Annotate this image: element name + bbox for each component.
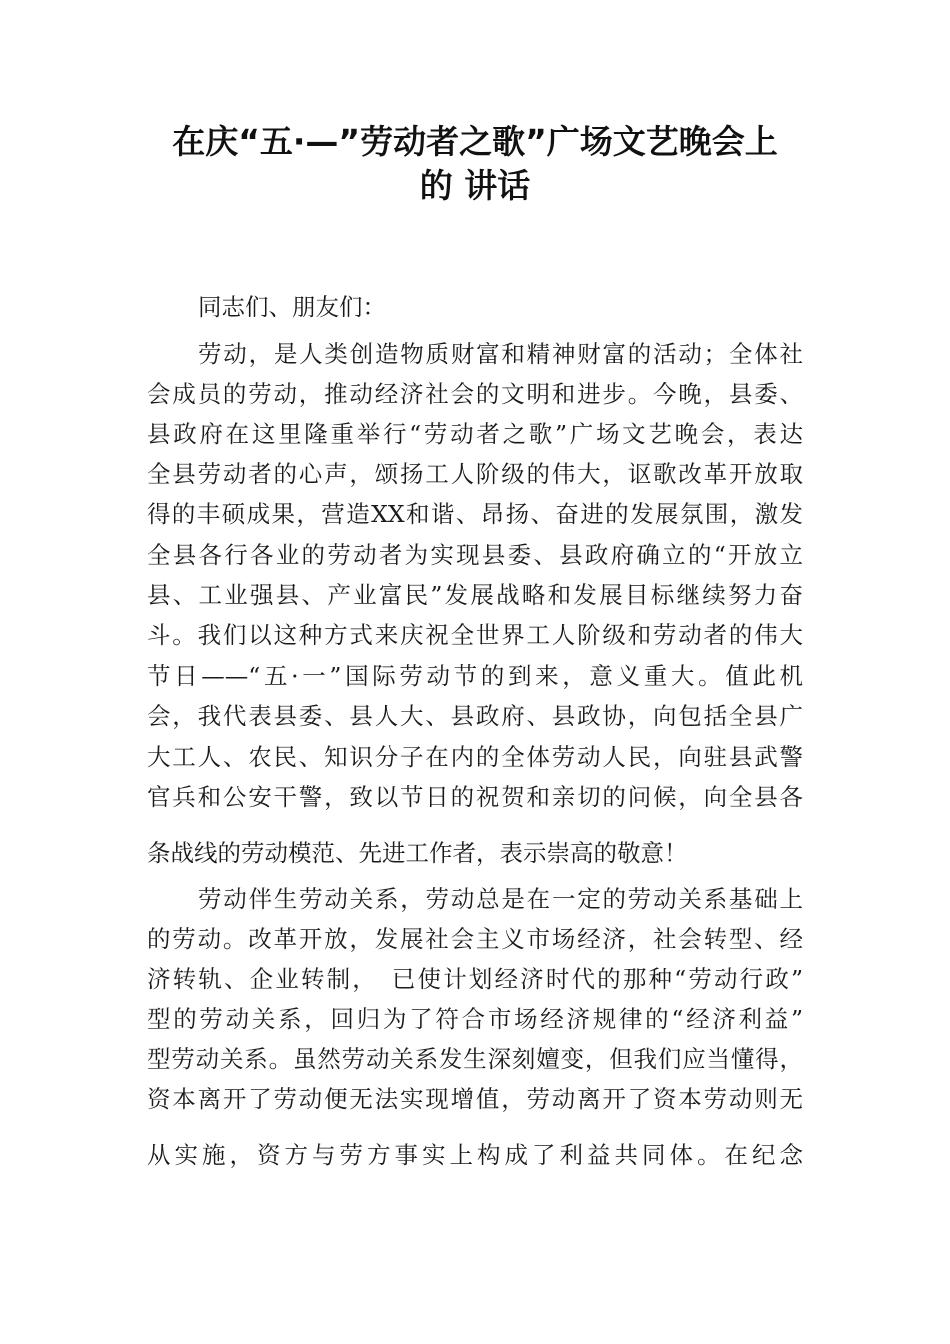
document-title-line-1: 在庆“五·—”劳动者之歌”广场文艺晚会上	[172, 122, 778, 161]
paragraph-line: 会，我代表县委、县人大、县政府、县政协，向包括全县广	[147, 702, 803, 730]
paragraph-line: 型劳动关系。虽然劳动关系发生深刻嬗变，但我们应当懂得，	[147, 1045, 803, 1073]
paragraph-line: 型的劳动关系，回归为了符合市场经济规律的“经济利益”	[147, 1005, 803, 1033]
paragraph-line: 县政府在这里隆重举行“劳动者之歌”广场文艺晚会，表达	[147, 420, 803, 448]
paragraph-line: 斗。我们以这种方式来庆祝全世界工人阶级和劳动者的伟大	[147, 621, 803, 649]
paragraph-line: 劳动，是人类创造物质财富和精神财富的活动；全体社	[198, 340, 803, 368]
paragraph-line: 节日——“五·一”国际劳动节的到来，意义重大。值此机	[147, 662, 803, 690]
paragraph-line: 县、工业强县、产业富民”发展战略和发展目标继续努力奋	[147, 581, 803, 609]
paragraph-line: 得的丰硕成果，营造XX和谐、昂扬、奋进的发展氛围，激发	[147, 500, 803, 528]
document-title-line-2: 的 讲话	[419, 166, 531, 205]
paragraph-line: 全县各行各业的劳动者为实现县委、县政府确立的“开放立	[147, 541, 803, 569]
paragraph-line: 的劳动。改革开放，发展社会主义市场经济，社会转型、经	[147, 925, 803, 953]
paragraph-line: 条战线的劳动模范、先进工作者，表示崇高的敬意！	[147, 839, 688, 867]
paragraph-line: 官兵和公安干警，致以节日的祝贺和亲切的问候，向全县各	[147, 783, 803, 811]
paragraph-line: 从实施，资方与劳方事实上构成了利益共同体。在纪念	[147, 1141, 803, 1169]
paragraph-line: 劳动伴生劳动关系，劳动总是在一定的劳动关系基础上	[198, 885, 803, 913]
paragraph-line: 济转轨、企业转制， 已使计划经济时代的那种“劳动行政”	[147, 965, 803, 993]
greeting: 同志们、朋友们：	[198, 293, 386, 321]
paragraph-line: 全县劳动者的心声，颂扬工人阶级的伟大，讴歌改革开放取	[147, 460, 803, 488]
paragraph-line: 大工人、农民、知识分子在内的全体劳动人民，向驻县武警	[147, 743, 803, 771]
paragraph-line: 资本离开了劳动便无法实现增值，劳动离开了资本劳动则无	[147, 1085, 803, 1113]
paragraph-line: 会成员的劳动，推动经济社会的文明和进步。今晚，县委、	[147, 380, 803, 408]
